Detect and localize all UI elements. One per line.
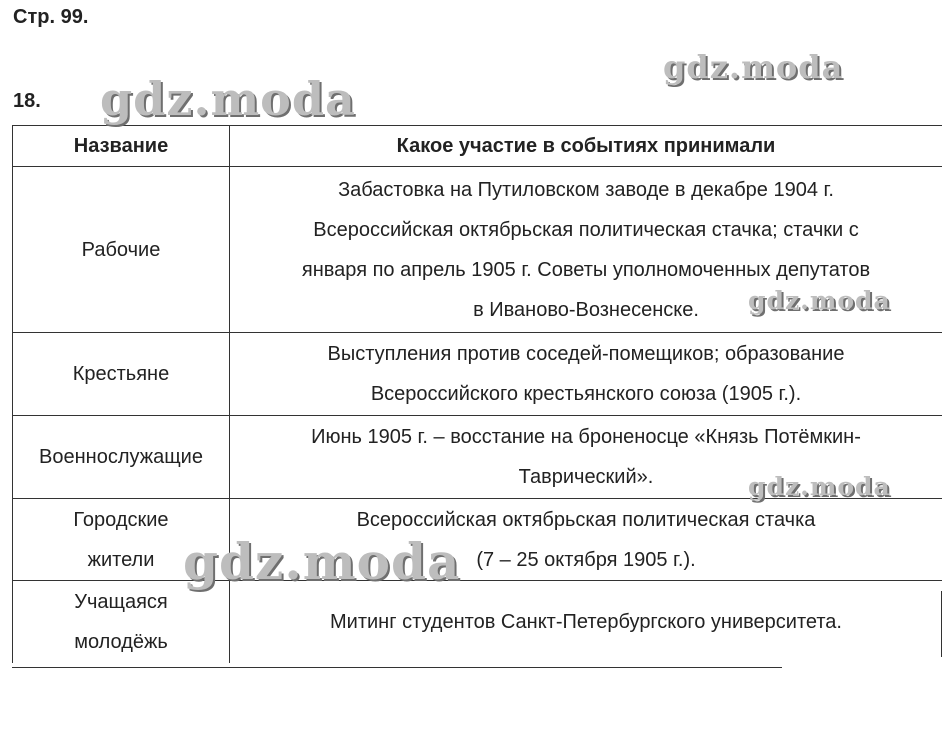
table-right-border-stub bbox=[941, 591, 942, 657]
watermark: gdz.moda bbox=[183, 532, 461, 591]
row-participation-students bbox=[230, 581, 943, 663]
table-row bbox=[13, 581, 943, 663]
table-header-row bbox=[13, 126, 943, 167]
table-row bbox=[13, 167, 943, 333]
participation-line: января по апрель 1905 г. Советы уполномоченных депутатов bbox=[301, 258, 871, 281]
name-line: молодёжь bbox=[74, 630, 168, 653]
header-name: Название bbox=[13, 126, 230, 167]
name-line: Крестьяне bbox=[72, 363, 170, 385]
watermark: gdz.moda bbox=[100, 72, 356, 126]
name-line: Рабочие bbox=[81, 238, 161, 261]
participation-line: Выступления против соседей-помещиков; образование bbox=[327, 343, 845, 365]
name-line: жители bbox=[87, 548, 155, 571]
participation-line: в Иваново-Вознесенске. bbox=[473, 298, 699, 321]
name-line: Учащаяся bbox=[74, 590, 168, 613]
row-name-workers bbox=[13, 167, 230, 333]
answer-table bbox=[12, 125, 942, 663]
header-participation: Какое участие в событиях принимали bbox=[230, 126, 943, 167]
watermark: gdz.moda bbox=[663, 48, 844, 86]
table-bottom-border bbox=[12, 667, 782, 668]
watermark: gdz.moda bbox=[748, 472, 891, 501]
participation-line: (7 – 25 октября 1905 г.). bbox=[476, 548, 696, 571]
watermark: gdz.moda bbox=[748, 286, 891, 315]
name-line: Военнослужащие bbox=[39, 446, 203, 468]
row-participation-military bbox=[230, 416, 943, 499]
row-name-citizens bbox=[13, 499, 230, 581]
row-name-peasants bbox=[13, 333, 230, 416]
participation-line: Таврический». bbox=[518, 466, 654, 488]
task-number: 18. bbox=[13, 90, 41, 112]
name-line: Городские bbox=[73, 508, 169, 531]
page-reference: Стр. 99. bbox=[13, 6, 89, 28]
row-participation-peasants bbox=[230, 333, 943, 416]
participation-line: Забастовка на Путиловском заводе в декабре 1904 г. bbox=[338, 178, 834, 201]
participation-line: Июнь 1905 г. – восстание на броненосце «Князь Потёмкин- bbox=[311, 426, 861, 448]
row-name-military bbox=[13, 416, 230, 499]
table-row bbox=[13, 333, 943, 416]
participation-line: Всероссийского крестьянского союза (1905 г.). bbox=[370, 383, 802, 405]
table-row bbox=[13, 416, 943, 499]
table-row bbox=[13, 499, 943, 581]
row-participation-citizens bbox=[230, 499, 943, 581]
participation-line: Митинг студентов Санкт-Петербургского университета. bbox=[330, 610, 842, 633]
participation-line: Всероссийская октябрьская политическая стачка; стачки с bbox=[313, 218, 859, 241]
row-name-students bbox=[13, 581, 230, 663]
row-participation-workers bbox=[230, 167, 943, 333]
participation-line: Всероссийская октябрьская политическая стачка bbox=[356, 508, 816, 531]
